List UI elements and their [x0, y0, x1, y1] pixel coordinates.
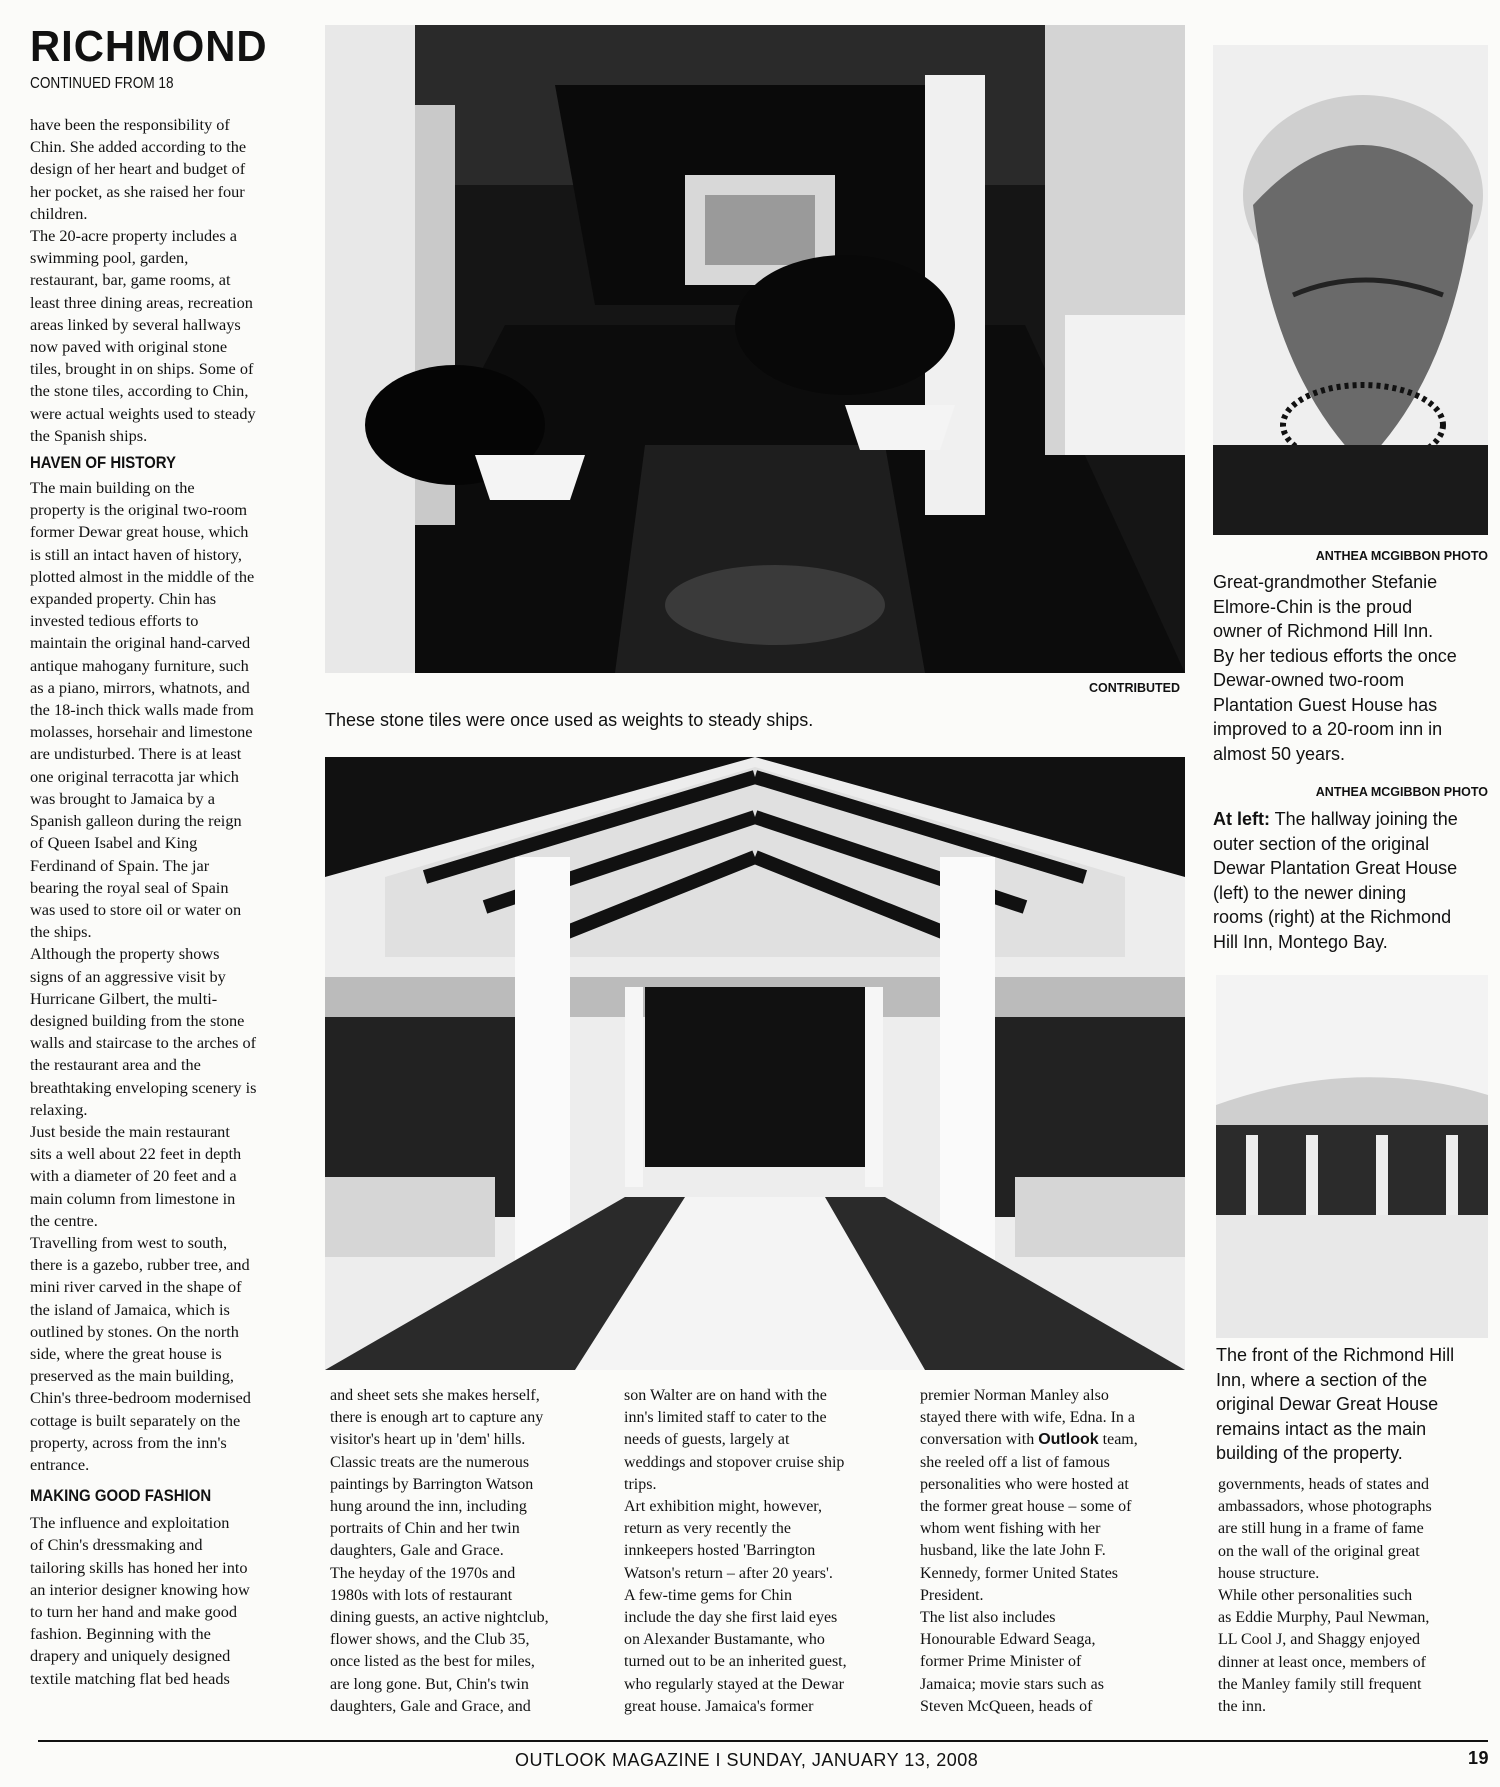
- column-4: [920, 1385, 1210, 1718]
- subhead-making-good-fashion: MAKING GOOD FASHION: [30, 1486, 212, 1506]
- article-headline: RICHMOND: [30, 22, 268, 71]
- col1-paragraph-1: have been the responsibility of Chin. She added according to the design of her heart and budget of her pocket, as she raised her four children. The 20-acre property includes a swimming pool, garden, restaurant, bar, game rooms, at least three dining areas, recreation areas linked by several hallways now paved with original stone tiles, brought in on ships. Some of the stone tiles, according to Chin, were actual weights used to steady the Spanish ships.: [30, 115, 256, 445]
- outlook-bold: Outlook: [1038, 1431, 1099, 1449]
- stone-tiles-photo: [325, 25, 1185, 673]
- footer-rule: [38, 1740, 1488, 1742]
- portrait-photo-credit: ANTHEA MCGIBBON PHOTO: [1315, 549, 1488, 563]
- portrait-photo: [1213, 45, 1488, 535]
- portrait-photo-caption: Great-grandmother Stefanie Elmore-Chin is the proud owner of Richmond Hill Inn. By her tedious efforts the once Dewar-owned two-room Plantation Guest House has improved to a 20-room inn in almost 50 years.: [1213, 572, 1457, 764]
- inn-front-photo: [1216, 975, 1488, 1338]
- col1-paragraph-2: The main building on the property is the original two-room former Dewar great house, which is still an intact haven of history, plotted almost in the middle of the expanded property. Chin has invested tedious efforts to maintain the original hand-carved antique mahogany furniture, such as a piano, mirrors, whatnots, and the 18-inch thick walls made from molasses, horsehair and limestone are undisturbed. There is at least one original terracotta jar which was brought to Jamaica by a Spanish galleon during the reign of Queen Isabel and King Ferdinand of Spain. The jar bearing the royal seal of Spain was used to store oil or water on the ships. Although the property shows signs of an aggressive visit by Hurricane Gilbert, the multi- designed building from the stone walls and staircase to the arches of the restaurant area and the breathtaking enveloping scenery is relaxing. Just beside the main restaurant sits a well about 22 feet in depth with a diameter of 20 feet and a main column from limestone in the centre. Travelling from west to south, there is a gazebo, rubber tree, and mini river carved in the shape of the island of Jamaica, which is outlined by stones. On the north side, where the great house is preserved as the main building, Chin's three-bedroom modernised cottage is built separately on the property, across from the inn's entrance.: [30, 478, 257, 1474]
- column-5: governments, heads of states and ambassadors, whose photographs are still hung in a frame of fame on the wall of the original great house structure. While other personalities such as Eddie Murphy, Paul Newman, LL Cool J, and Shaggy enjoyed dinner at least once, members of the Manley family still frequent the inn.: [1218, 1476, 1432, 1716]
- page-number: 19: [1468, 1748, 1490, 1768]
- col1-paragraph-3: The influence and exploitation of Chin's dressmaking and tailoring skills has honed her into an interior designer knowing how to turn her hand and make good fashion. Beginning with the drapery and uniquely designed textile matching flat bed heads: [30, 1513, 250, 1688]
- caption-text: The hallway joining the outer section of the original Dewar Plantation Great House (left) to the newer dining rooms (right) at the Richmond Hill Inn, Montego Bay.: [1213, 809, 1458, 952]
- top-photo-credit: CONTRIBUTED: [1089, 681, 1180, 695]
- top-photo-caption: These stone tiles were once used as weights to steady ships.: [325, 710, 814, 730]
- inn-front-photo-caption: The front of the Richmond Hill Inn, where a section of the original Dewar Great House remains intact as the main building of the property.: [1216, 1345, 1455, 1463]
- continued-from: CONTINUED FROM 18: [30, 75, 174, 92]
- column-2: and sheet sets she makes herself, there is enough art to capture any visitor's heart up in 'dem' hills. Classic treats are the numerous paintings by Barrington Watson hung around the inn, including portraits of Chin and her twin daughters, Gale and Grace. The heyday of the 1970s and 1980s with lots of restaurant dining guests, an active nightclub, flower shows, and the Club 35, once listed as the best for miles, are long gone. But, Chin's twin daughters, Gale and Grace, and: [330, 1387, 549, 1715]
- column-1: [30, 114, 310, 1690]
- footer-publication-date: OUTLOOK MAGAZINE I SUNDAY, JANUARY 13, 2008: [515, 1750, 979, 1770]
- column-3: son Walter are on hand with the inn's limited staff to cater to the needs of guests, largely at weddings and stopover cruise ship trips. Art exhibition might, however, return as very recently the innkeepers hosted 'Barrington Watson's return – after 20 years'. A few-time gems for Chin include the day she first laid eyes on Alexander Bustamante, who turned out to be an inherited guest, who regularly stayed at the Dewar great house. Jamaica's former: [624, 1387, 847, 1715]
- subhead-haven-of-history: HAVEN OF HISTORY: [30, 453, 177, 473]
- hallway-photo: [325, 757, 1185, 1370]
- col4-text-b: team, she reeled off a list of famous personalities who were hosted at the former great house – some of whom went fishing with her husband, like the late John F. Kennedy, former United States President. The list also includes Honourable Edward Seaga, former Prime Minister of Jamaica; movie stars such as Steven McQueen, heads of: [920, 1431, 1138, 1715]
- hallway-photo-caption: [1213, 807, 1493, 954]
- hallway-photo-credit: ANTHEA MCGIBBON PHOTO: [1315, 785, 1488, 799]
- caption-lead: At left:: [1213, 809, 1270, 829]
- col4-text-a: premier Norman Manley also stayed there with wife, Edna. In a conversation with: [920, 1387, 1136, 1449]
